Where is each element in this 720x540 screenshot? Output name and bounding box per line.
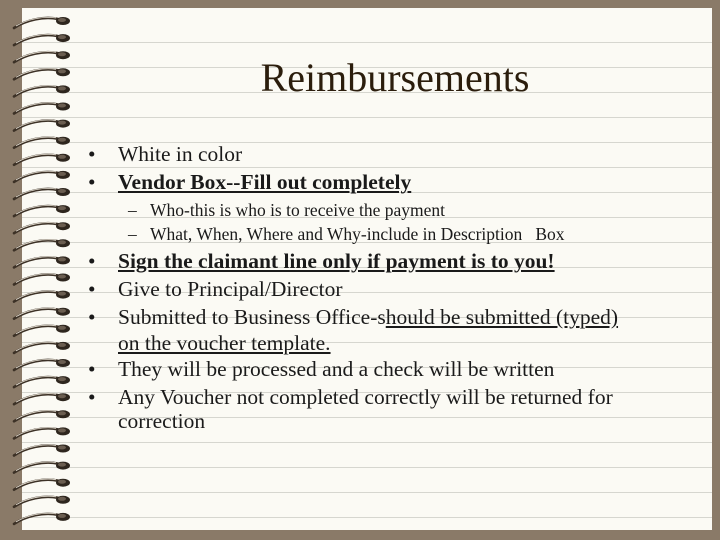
- bullet-text-continued: on the voucher template.: [118, 331, 331, 355]
- submitted-plain: Submitted to Business Office-s: [118, 305, 386, 329]
- bullet-glyph: •: [88, 385, 96, 409]
- subbullet-text: Who-this is who is to receive the payment: [150, 200, 445, 220]
- bullet-text: Give to Principal/Director: [118, 277, 343, 301]
- bullet-glyph: •: [88, 305, 96, 329]
- bullet-text: They will be processed and a check will be written: [118, 357, 555, 381]
- bullet-glyph: •: [88, 170, 96, 194]
- bullet-text-continued: correction: [118, 409, 206, 433]
- bullet-glyph: •: [88, 142, 96, 166]
- bullet-text: Sign the claimant line only if payment is to you!: [118, 249, 555, 273]
- subbullet-text: What, When, Where and Why-include in Description Box: [150, 224, 565, 244]
- dash-glyph: –: [128, 200, 137, 220]
- dash-glyph: –: [128, 224, 137, 244]
- bullet-text: White in color: [118, 142, 243, 166]
- bullet-text: Any Voucher not completed correctly will be returned for: [118, 385, 613, 409]
- bullet-glyph: •: [88, 357, 96, 381]
- bullet-text: Vendor Box--Fill out completely: [118, 170, 412, 194]
- bullet-glyph: •: [88, 277, 96, 301]
- bullet-glyph: •: [88, 249, 96, 273]
- bullet-text: [118, 305, 618, 330]
- submitted-underlined: hould be submitted (typed): [385, 305, 619, 329]
- slide-title: Reimbursements: [260, 55, 530, 100]
